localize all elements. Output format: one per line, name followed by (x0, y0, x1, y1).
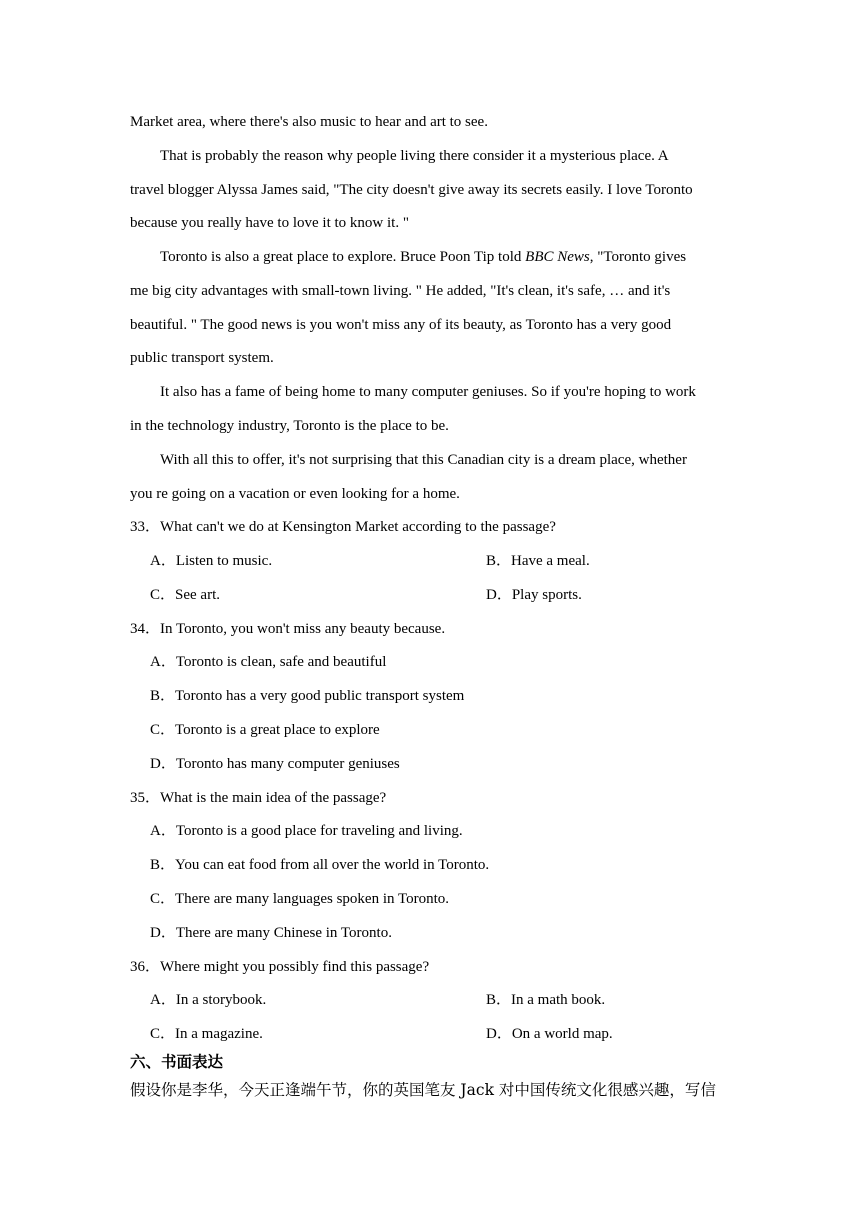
answer-option[interactable]: B．In a math book. (486, 992, 606, 1008)
passage-line: me big city advantages with small-town living. " He added, "It's clean, it's safe, … and it's (130, 283, 671, 299)
answer-option[interactable]: A．Listen to music. (150, 553, 273, 569)
answer-option[interactable]: D．On a world map. (486, 1026, 613, 1042)
passage-line: public transport system. (130, 350, 274, 366)
passage-line: That is probably the reason why people living there consider it a mysterious place. A (160, 148, 669, 164)
passage-line: It also has a fame of being home to many computer geniuses. So if you're hoping to work (160, 384, 696, 400)
passage-line: With all this to offer, it's not surprising that this Canadian city is a dream place, whether (160, 452, 687, 468)
question-stem: 35．What is the main idea of the passage? (130, 790, 387, 806)
answer-option[interactable]: A．Toronto is clean, safe and beautiful (150, 654, 387, 670)
writing-prompt: 假设你是李华，今天正逢端午节，你的英国笔友 Jack 对中国传统文化很感兴趣，写信 (130, 1081, 716, 1099)
answer-option[interactable]: B．Toronto has a very good public transport system (150, 688, 465, 704)
passage-line: because you really have to love it to know it. " (130, 215, 409, 231)
source-name: BBC News (525, 249, 590, 265)
answer-option[interactable]: C．In a magazine. (150, 1026, 263, 1042)
passage-line (160, 247, 686, 267)
answer-option[interactable]: C．See art. (150, 587, 220, 603)
passage-text: Toronto is also a great place to explore. Bruce Poon Tip told (160, 249, 526, 265)
answer-option[interactable]: D．Play sports. (486, 587, 582, 603)
passage-line: beautiful. " The good news is you won't miss any of its beauty, as Toronto has a very good (130, 317, 672, 333)
question-stem: 34．In Toronto, you won't miss any beauty because. (130, 621, 446, 637)
question-stem: 36．Where might you possibly find this passage? (130, 959, 430, 975)
answer-option[interactable]: C．There are many languages spoken in Toronto. (150, 891, 450, 907)
answer-option[interactable]: A．Toronto is a good place for traveling and living. (150, 823, 463, 839)
question-stem: 33．What can't we do at Kensington Market according to the passage? (130, 519, 556, 535)
answer-option[interactable]: A．In a storybook. (150, 992, 267, 1008)
answer-option[interactable]: D．There are many Chinese in Toronto. (150, 925, 392, 941)
passage-line: travel blogger Alyssa James said, "The city doesn't give away its secrets easily. I love Toronto (130, 182, 693, 198)
answer-option[interactable]: D．Toronto has many computer geniuses (150, 756, 400, 772)
section-heading: 六、书面表达 (130, 1053, 224, 1071)
answer-option[interactable]: B．You can eat food from all over the world in Toronto. (150, 857, 490, 873)
answer-option[interactable]: B．Have a meal. (486, 553, 590, 569)
passage-text: , "Toronto gives (589, 249, 687, 265)
passage-line: Market area, where there's also music to hear and art to see. (130, 114, 488, 130)
passage-line: you re going on a vacation or even looking for a home. (130, 486, 460, 502)
passage-line: in the technology industry, Toronto is the place to be. (130, 418, 449, 434)
answer-option[interactable]: C．Toronto is a great place to explore (150, 722, 380, 738)
